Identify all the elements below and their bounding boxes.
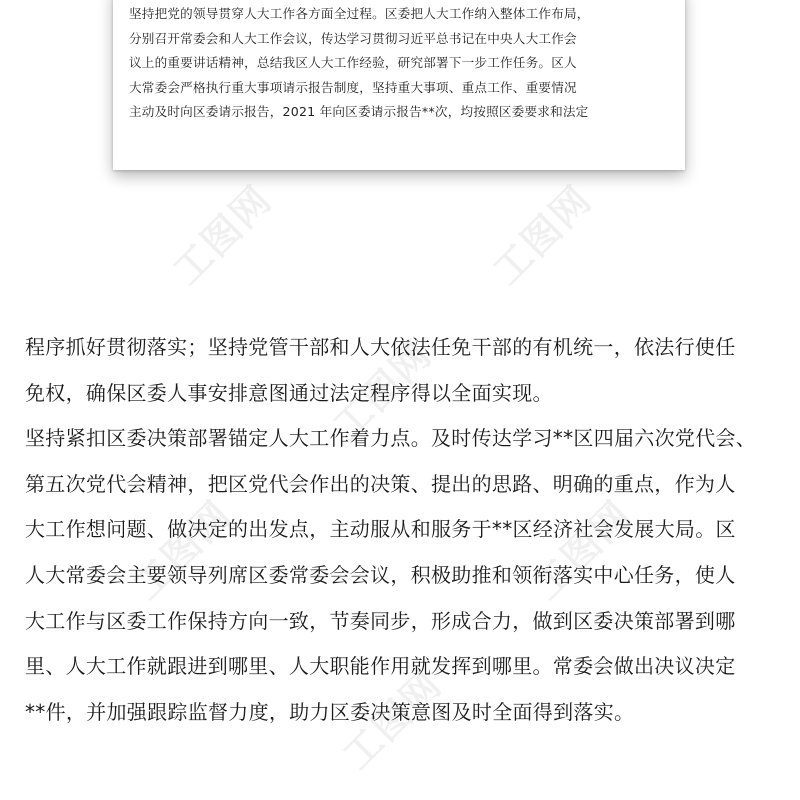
watermark: 工图网 [334,661,451,778]
watermark: 工图网 [324,331,441,448]
body-text-line: 第五次党代会精神，把区党代会作出的决策、提出的思路、明确的重点，作为人 [25,471,736,496]
body-text-line: **件，并加强跟踪监督力度，助力区委决策意图及时全面得到落实。 [25,699,635,724]
body-text-line: 里、人大工作就跟进到哪里、人大职能作用就发挥到哪里。常委会做出决议决定 [25,654,736,679]
body-paragraphs [25,325,780,735]
card-text-line: 大常委会严格执行重大事项请示报告制度，坚持重大事项、重点工作、重要情况 [129,79,577,95]
card-text-line: 坚持把党的领导贯穿人大工作各方面全过程。区委把人大工作纳入整体工作布局， [129,6,590,21]
body-text-line: 大工作想问题、做决定的出发点，主动服从和服务于**区经济社会发展大局。区 [25,517,736,542]
watermark: 工图网 [164,176,281,293]
body-text-line: 免权，确保区委人事安排意图通过法定程序得以全面实现。 [25,380,553,405]
body-text-line: 程序抓好贯彻落实；坚持党管干部和人大依法任免干部的有机统一，依法行使任 [25,335,736,359]
body-text-line: 坚持紧扣区委决策部署锚定人大工作着力点。及时传达学习**区四届六次党代会、 [25,426,757,451]
card-text-line: 主动及时向区委请示报告，2021 年向区委请示报告**次，均按照区委要求和法定 [129,104,589,120]
watermark: 工图网 [524,491,641,608]
watermark: 工图网 [484,176,601,293]
body-text-line: 大工作与区委工作保持方向一致，节奏同步，形成合力，做到区委决策部署到哪 [25,608,736,633]
card-text-line: 议上的重要讲话精神，总结我区人大工作经验，研究部署下一步工作任务。区人 [129,55,577,71]
body-text-line: 人大常委会主要领导列席区委常委会会议，积极助推和领衔落实中心任务，使人 [25,562,736,587]
watermark: 工图网 [124,491,241,608]
card-text-line: 分别召开常委会和人大工作会议，传达学习贯彻习近平总书记在中央人大工作会 [129,30,577,46]
card-paragraph [129,2,673,125]
document-preview-card [113,0,685,170]
